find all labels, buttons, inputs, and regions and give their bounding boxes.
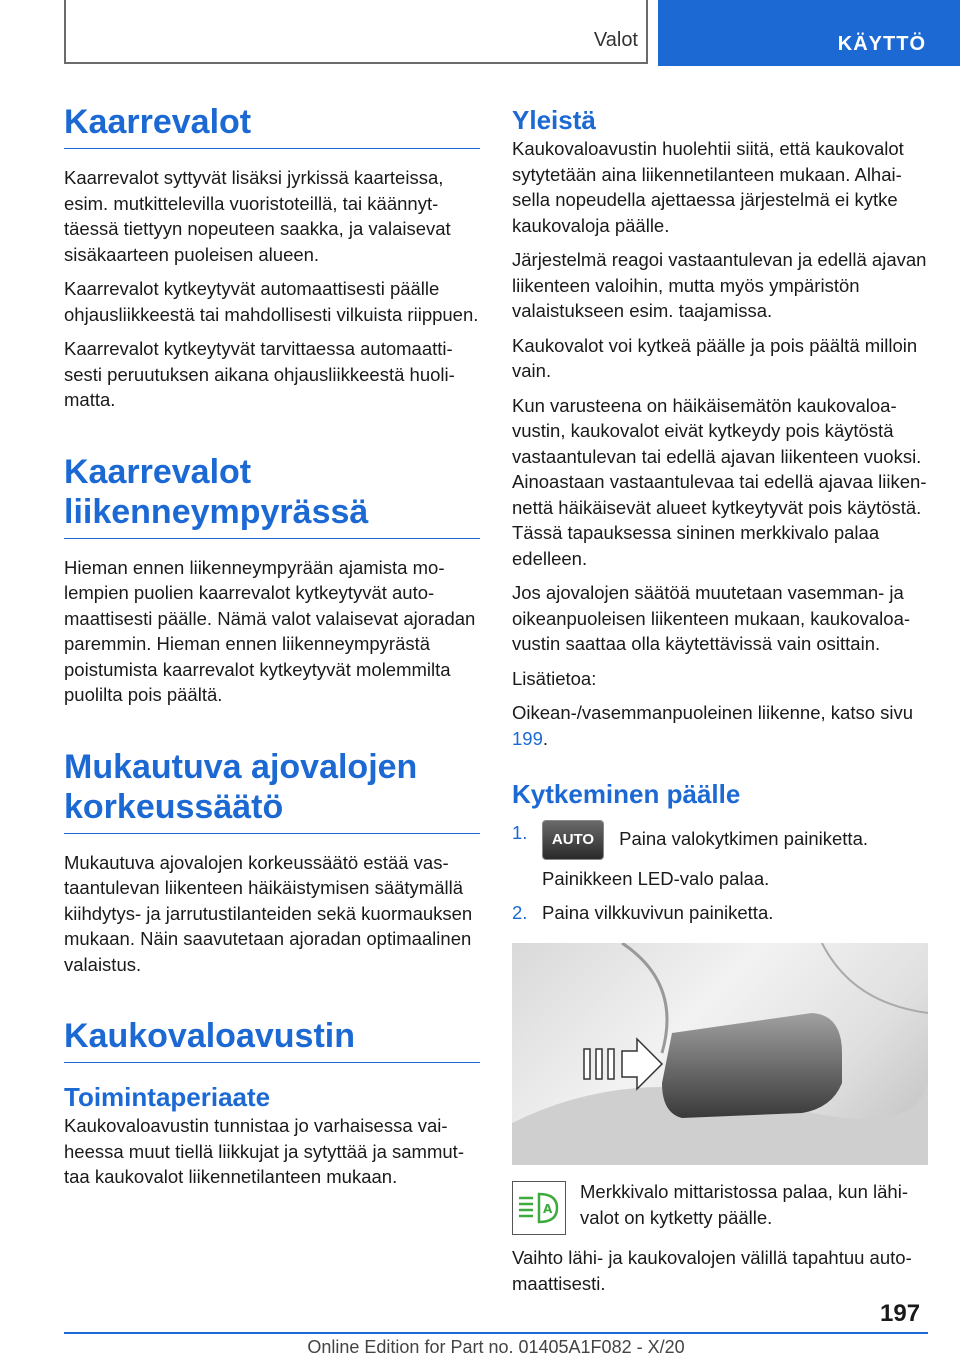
chapter-tab <box>658 0 960 66</box>
svg-text:A: A <box>543 1202 553 1216</box>
paragraph: Vaihto lähi- ja kaukovalojen välillä tapahtuu automaattisesti. <box>512 1247 912 1294</box>
page-number: 197 <box>880 1300 921 1327</box>
low-beam-assist-icon <box>512 1181 566 1235</box>
section-title: Valot <box>593 29 638 51</box>
auto-button-icon: AUTO <box>542 820 604 860</box>
paragraph: Kaarrevalot kytkeytyvät automaattisesti päälle ohjausliikkeestä tai mahdollisesti vilkuista riippuen. <box>64 278 479 325</box>
paragraph: Kaarrevalot kytkeytyvät tarvittaessa automaattisesti peruutuksen aikana ohjausliikkeestä huolimatta. <box>64 338 455 410</box>
step-1: 1. AUTO Paina valokytkimen painiketta. Painikkeen LED-valo palaa. <box>512 822 868 889</box>
paragraph: Hieman ennen liikenneympyrään ajamista molempien puolien kaarrevalot kytkeytyvät automaattisesti päälle. Nämä valot valaisevat ajoradan paremmin. Hieman ennen liikenneympyrästä poistumista kaarrevalot kytkeytyvät molemmilta puolilta pois päältä. <box>64 556 476 705</box>
heading-kaukovaloavustin: Kaukovaloavustin <box>64 1016 480 1063</box>
paragraph: Järjestelmä reagoi vastaantulevan ja edellä ajavan liikenteen valoihin, mutta myös ympäristön valaistukseen esim. taajamissa. <box>512 249 927 321</box>
heading-korkeussaato: Mukautuva ajovalojen korkeussäätö <box>64 747 480 834</box>
paragraph: Mukautuva ajovalojen korkeussäätö estää vastaantulevan liikenteen häikäistymisen säätymällä kiihdytys- ja jarrutustilanteiden sekä kuormauksen mukaan. Näin saavutetaan ajoradan optimaalinen valaistus. <box>64 851 473 975</box>
paragraph: Kaukovalot voi kytkeä päälle ja pois päältä milloin vain. <box>512 334 918 381</box>
steps-list <box>512 820 928 925</box>
paragraph: Lisätietoa: <box>512 667 597 689</box>
subheading-kytkeminen: Kytkeminen päälle <box>512 779 741 809</box>
note-text: Merkkivalo mittaristossa palaa, kun lähivalot on kytketty päälle. <box>580 1181 908 1228</box>
paragraph: Jos ajovalojen säätöä muutetaan vasemman- ja oikeanpuoleisen liikenteen mukaan, kaukovaloavustin saattaa olla käytettävissä vain osittain. <box>512 582 911 654</box>
header-section-box <box>64 0 648 64</box>
footer-edition: Online Edition for Part no. 01405A1F082 - X/20 <box>307 1337 685 1357</box>
paragraph: Kun varusteena on häikäisemätön kaukovaloavustin, kaukovalot eivät kytkeydy pois käytöstä vastaantulevan tai edellä ajavan liikenteen vuoksi. Ainoastaan vastaantulevaa tai edellä ajavaa liikennettä häikäisevät alueet kytkeytyvät pois käytöstä. Tässä tapauksessa sininen merkkivalo palaa edelleen. <box>512 394 927 569</box>
paragraph: Kaukovaloavustin tunnistaa jo varhaisessa vaiheessa muut tiellä liikkujat ja sytyttää ja sammuttaa kaukovalot liikennetilanteen mukaan. <box>64 1115 464 1187</box>
right-column <box>512 102 928 1305</box>
turn-signal-lever-image <box>512 943 928 1165</box>
footer-rule <box>64 1332 928 1334</box>
subheading-toimintaperiaate: Toimintaperiaate <box>64 1082 271 1112</box>
chapter-title: KÄYTTÖ <box>837 33 926 55</box>
heading-kaarrevalot: Kaarrevalot <box>64 102 480 149</box>
step-2: 2. Paina vilkkuvivun painiketta. <box>512 901 774 923</box>
cross-reference: Oikean-/vasemmanpuoleinen liikenne, katso sivu 199. <box>512 702 914 749</box>
page-link[interactable]: 199 <box>512 727 543 749</box>
paragraph: Kaukovaloavustin huolehtii siitä, että kaukovalot sytytetään aina liikennetilanteen mukaan. Alhaisella nopeudella ajettaessa järjestelmä ei kytke kaukovaloja päälle. <box>512 138 904 236</box>
subheading-yleista: Yleistä <box>512 105 596 135</box>
left-column <box>64 102 480 1199</box>
indicator-note <box>512 1179 928 1235</box>
paragraph: Kaarrevalot syttyvät lisäksi jyrkissä kaarteissa, esim. mutkittelevilla vuoristoteillä, tai käännyttäessä tiettyyn nopeuteen saakka, ja valaisevat sisäkaarteen puoleisen alueen. <box>64 167 451 265</box>
heading-liikenneympyrassa: Kaarrevalot liikenneympyrässä <box>64 452 480 539</box>
